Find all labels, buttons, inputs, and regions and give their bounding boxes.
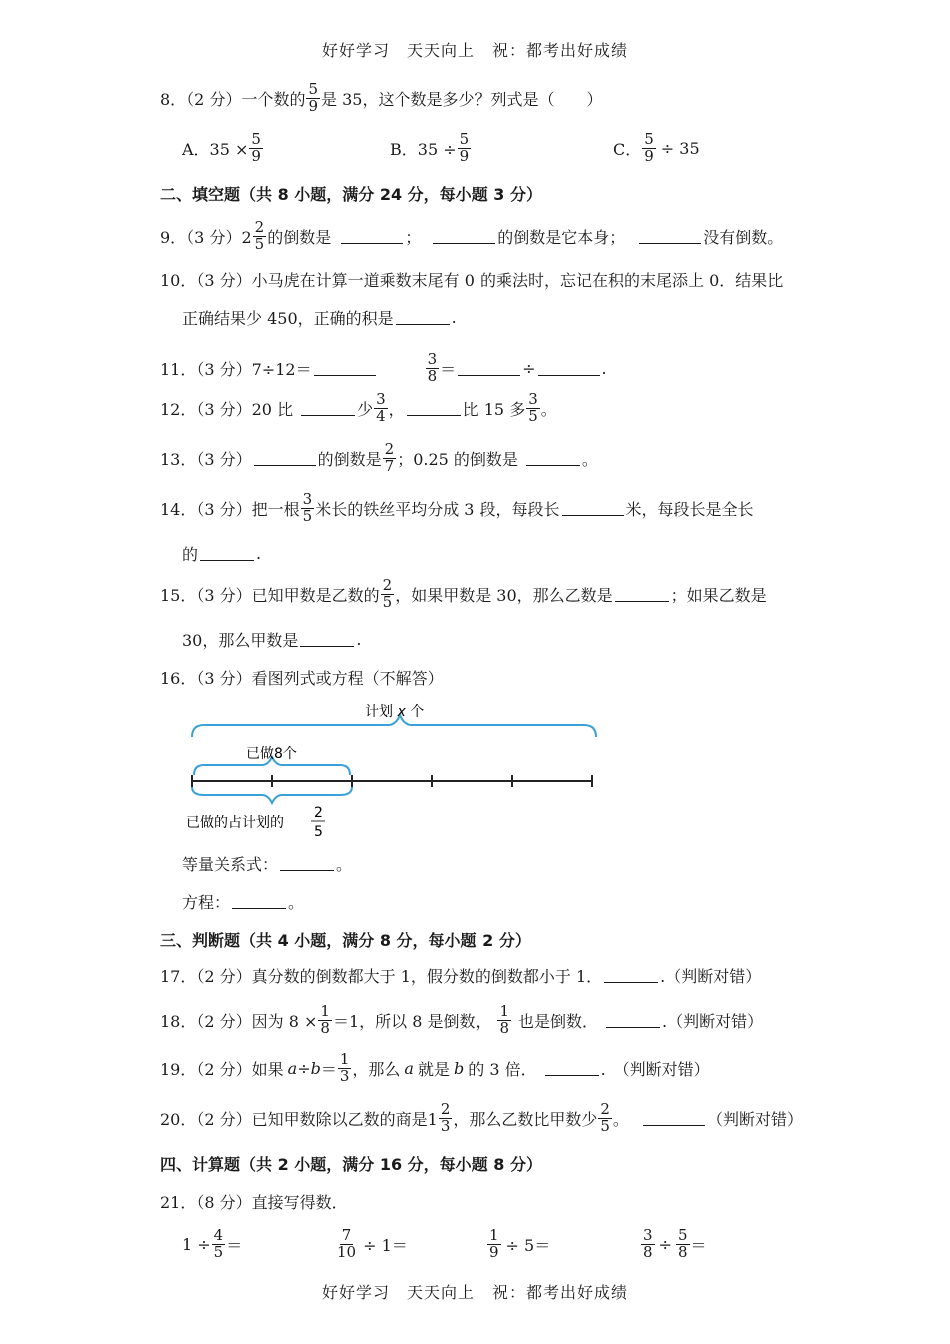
answer-blank[interactable] [280, 856, 334, 871]
answer-blank[interactable] [615, 587, 669, 602]
answer-blank[interactable] [545, 1061, 599, 1076]
section-3-title: 三、判断题（共 4 小题，满分 8 分，每小题 2 分） [160, 931, 531, 950]
fraction: $\frac{3}{8}$ [427, 350, 438, 385]
question-13: 13．（3 分） 的倒数是 $\frac{2}{7}$ ；0.25 的倒数是 。 [160, 440, 598, 475]
fraction-label: 已做的占计划的 [186, 815, 284, 831]
answer-blank[interactable] [538, 361, 600, 376]
q16-equation: 方程： 。 [182, 893, 305, 912]
question-17: 17．（2 分）真分数的倒数都大于 1，假分数的倒数都小于 1． .（判断对错） [160, 967, 762, 986]
question-10-line-1: 10．（3 分）小马虎在计算一道乘数末尾有 0 的乘法时，忘记在积的末尾添上 0．结果比 [160, 271, 784, 290]
question-9: 9．（3 分）2 $\frac{2}{5}$ 的倒数是 ； 的倒数是它本身； 没有倒数。 [160, 218, 784, 253]
question-8 [160, 82, 602, 115]
fraction: $\frac{2}{5}$ [254, 218, 265, 253]
page-footer: 好好学习 天天向上 祝：都考出好成绩 [321, 1283, 628, 1302]
fraction: $\frac{5}{9}$ [308, 80, 318, 115]
answer-blank[interactable] [341, 229, 403, 244]
answer-blank[interactable] [433, 229, 495, 244]
question-20: 20．（2 分）已知甲数除以乙数的商是1 $\frac{2}{3}$ ，那么乙数比甲数少 $\frac{2}{5}$ 。 （判断对错） [160, 1100, 803, 1135]
q8-text: 8．（2 分）一个数的 [160, 89, 306, 109]
fraction-num: 2 [314, 805, 323, 821]
section-2-title: 二、填空题（共 8 小题，满分 24 分，每小题 3 分） [160, 185, 542, 204]
q8-option-b[interactable]: B．35 ÷ $\frac{5}{9}$ [390, 130, 470, 165]
plan-label: 计划 x 个 [365, 704, 425, 720]
answer-blank[interactable] [301, 401, 355, 416]
answer-blank[interactable] [254, 451, 316, 466]
question-10-line-2: 正确结果少 450，正确的积是 . [182, 308, 457, 328]
question-12: 12．（3 分）20 比 少 $\frac{3}{4}$ ， 比 15 多 $\frac{3}{5}$ 。 [160, 390, 557, 425]
answer-blank[interactable] [562, 501, 624, 516]
section-4-title: 四、计算题（共 2 小题，满分 16 分，每小题 8 分） [160, 1155, 542, 1174]
answer-blank[interactable] [300, 632, 354, 647]
question-16: 16．（3 分）看图列式或方程（不解答） [160, 669, 444, 688]
q21-expr-2: $\frac{7}{10}$ ÷ 1＝ [337, 1226, 408, 1261]
question-11: 11．（3 分）7÷12＝ $\frac{3}{8}$ ＝ ÷ . [160, 350, 607, 385]
segment-diagram [180, 695, 610, 845]
done-label: 已做8个 [246, 746, 297, 762]
answer-blank[interactable] [458, 361, 520, 376]
answer-blank[interactable] [232, 894, 286, 909]
answer-blank[interactable] [314, 361, 376, 376]
fraction-den: 5 [314, 824, 323, 840]
question-14-line-2: 的 . [182, 544, 262, 564]
question-14-line-1: 14．（3 分）把一根 $\frac{3}{5}$ 米长的铁丝平均分成 3 段，每段长 米，每段长是全长 [160, 490, 754, 525]
question-18: 18．（2 分）因为 8 × $\frac{1}{8}$ ＝1，所以 8 是倒数， $\frac{1}{8}$ 也是倒数． .（判断对错） [160, 1002, 764, 1037]
answer-blank[interactable] [396, 310, 450, 325]
q8-text-end: 是 35，这个数是多少？列式是（ ） [321, 89, 603, 109]
answer-blank[interactable] [606, 1013, 660, 1028]
q21-expr-4: $\frac{3}{8}$ ÷ $\frac{5}{8}$ ＝ [643, 1226, 707, 1261]
question-15-line-1: 15．（3 分）已知甲数是乙数的 $\frac{2}{5}$ ，如果甲数是 30，那么乙数是 ；如果乙数是 [160, 576, 767, 611]
q21-expr-3: $\frac{1}{9}$ ÷ 5＝ [489, 1226, 551, 1261]
answer-blank[interactable] [526, 451, 580, 466]
fraction-brace [192, 787, 352, 803]
page-header: 好好学习 天天向上 祝：都考出好成绩 [321, 41, 628, 60]
q21-expr-1: 1 ÷ $\frac{4}{5}$ ＝ [182, 1226, 243, 1261]
q8-option-a[interactable]: A．35 × $\frac{5}{9}$ [182, 130, 261, 165]
answer-blank[interactable] [200, 546, 254, 561]
answer-blank[interactable] [639, 229, 701, 244]
answer-blank[interactable] [407, 401, 461, 416]
answer-blank[interactable] [643, 1111, 705, 1126]
q8-option-c[interactable]: C． $\frac{5}{9}$ ÷ 35 [613, 130, 700, 165]
question-15-line-2: 30，那么甲数是 . [182, 630, 362, 650]
question-19: 19．（2 分）如果 a ÷ b ＝ $\frac{1}{3}$ ，那么 a 就是 b 的 3 倍． . （判断对错） [160, 1050, 710, 1085]
question-21: 21．（8 分）直接写得数． [160, 1193, 348, 1212]
answer-blank[interactable] [604, 968, 658, 983]
q16-relation: 等量关系式： 。 [182, 855, 353, 874]
